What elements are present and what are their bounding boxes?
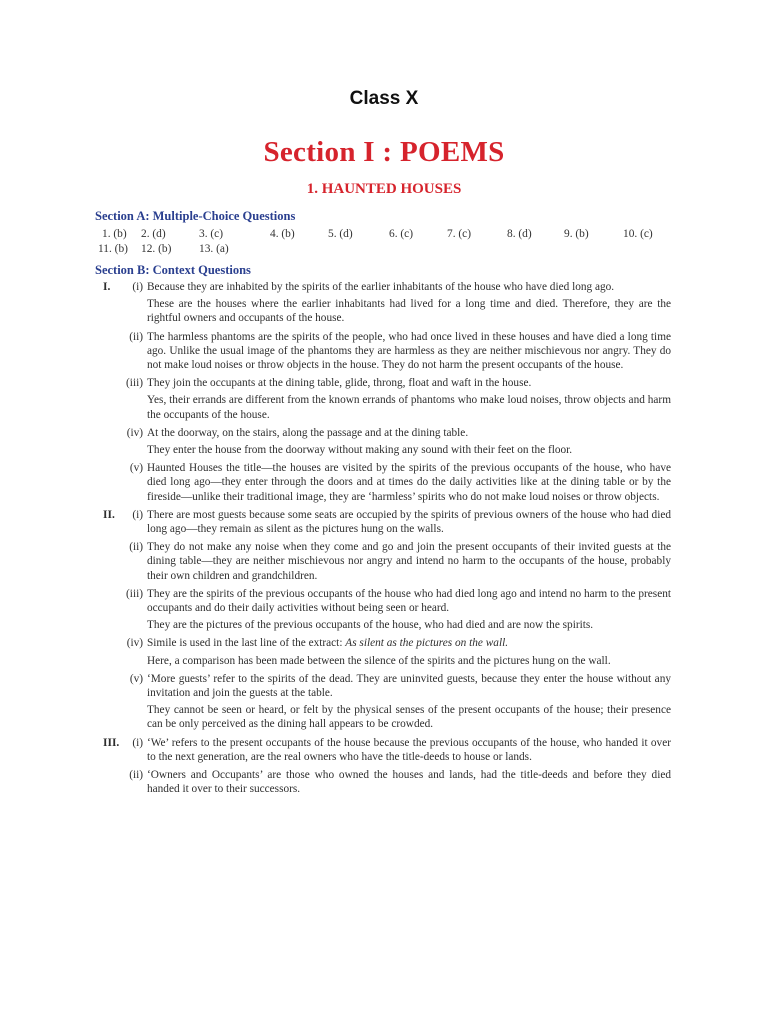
question-number: II.	[103, 508, 115, 521]
answer-paragraph: They cannot be seen or heard, or felt by the physical senses of the present occupants of the house; their presence can be only perceived as the dining hall appears to be crowded.	[147, 704, 671, 731]
mcq-answer: 5. (d)	[328, 228, 353, 240]
answer-paragraph: They enter the house from the doorway without making any sound with their feet on the floor.	[147, 444, 573, 457]
sub-number: (v)	[129, 672, 143, 685]
answer-paragraph: These are the houses where the earlier inhabitants had lived for a long time and died. Therefore, they are the rightful owners and occupants of the house.	[147, 298, 671, 325]
answer-text: Haunted Houses the title—the houses are visited by the spirits of the previous occupants of the house, who have died long ago—they enter through the doors and at times do the daily activities like at the dining table or by the fireside—unlike their traditional image, they are ‘harmless’ spirits who do not make loud noises or throw objects.	[147, 462, 671, 503]
mcq-answer: 2. (d)	[141, 228, 166, 240]
mcq-answer: 6. (c)	[389, 228, 414, 240]
answer-text-lead: Simile is used in the last line of the extract:	[147, 637, 343, 650]
question-number: I.	[103, 281, 111, 293]
class-title: Class X	[349, 88, 419, 109]
answer-item	[95, 736, 671, 764]
mcq-answer: 7. (c)	[447, 228, 472, 240]
answer-paragraph: Here, a comparison has been made between the silence of the spirits and the pictures hung on the wall.	[147, 654, 611, 667]
answer-item	[95, 540, 671, 583]
answer-item	[95, 587, 671, 633]
answer-item	[95, 376, 671, 422]
section-b-heading: Section B: Context Questions	[95, 263, 251, 277]
answer-text: ‘More guests’ refer to the spirits of the dead. They are uninvited guests, because they enter the house without any invitation and join the guests at the table.	[147, 672, 671, 700]
answer-item	[95, 672, 671, 732]
section-a-heading: Section A: Multiple-Choice Questions	[95, 209, 296, 223]
answer-item	[95, 508, 671, 536]
answer-text: They are the spirits of the previous occupants of the house who had died long ago and intend no harm to the present occupants and do their daily activities without being seen or heard.	[147, 587, 671, 615]
sub-number: (iii)	[126, 587, 143, 600]
mcq-answer: 13. (a)	[199, 243, 229, 255]
answer-text	[147, 636, 671, 650]
mcq-answer: 12. (b)	[141, 243, 172, 255]
sub-number: (ii)	[129, 330, 143, 343]
answer-item	[95, 636, 671, 667]
question-number: III.	[103, 736, 120, 749]
sub-number: (i)	[132, 508, 143, 521]
context-answers	[95, 280, 671, 801]
sub-number: (ii)	[129, 541, 143, 554]
answer-text: They join the occupants at the dining table, glide, throng, float and waft in the house.	[147, 377, 532, 390]
sub-number: (iv)	[126, 637, 143, 650]
answer-text: There are most guests because some seats are occupied by the spirits of previous owners of the house who had died long ago—they remain as silent as the pictures hung on the walls.	[147, 508, 671, 536]
sub-number: (i)	[132, 736, 143, 749]
answer-paragraph: They are the pictures of the previous occupants of the house, who had died and are now the spirits.	[147, 619, 594, 632]
mcq-answer: 1. (b)	[102, 228, 127, 240]
mcq-answer: 8. (d)	[507, 228, 532, 240]
mcq-answer: 4. (b)	[270, 228, 295, 240]
answer-text: ‘We’ refers to the present occupants of the house because the previous occupants of the house, who handed it over to the next generation, are the real owners who have the title-deeds to house or lands.	[147, 736, 671, 763]
sub-number: (iii)	[126, 377, 143, 390]
answer-text: ‘Owners and Occupants’ are those who owned the houses and lands, had the title-deeds and before they died handed it over to their successors.	[147, 769, 671, 796]
mcq-answer: 11. (b)	[98, 243, 128, 255]
sub-number: (iv)	[126, 426, 143, 439]
sub-number: (v)	[129, 462, 143, 475]
answer-item	[95, 768, 671, 796]
answer-text: At the doorway, on the stairs, along the passage and at the dining table.	[147, 426, 469, 439]
answer-item	[95, 330, 671, 373]
section-title: Section I : POEMS	[263, 136, 505, 168]
answer-text: The harmless phantoms are the spirits of the people, who had once lived in these houses and have died a long time ago. Unlike the usual image of the phantoms they are harmless as they are neither mischievous nor angry. They do not make loud noises or throw objects in the house. They do not harm the present occupants of the house.	[147, 330, 671, 372]
answer-text: Because they are inhabited by the spirits of the earlier inhabitants of the house who have died long ago.	[147, 281, 615, 293]
answer-item	[95, 461, 671, 504]
sub-number: (i)	[132, 281, 143, 293]
sub-number: (ii)	[129, 769, 143, 782]
quoted-line: As silent as the pictures on the wall.	[345, 637, 509, 650]
mcq-answer: 3. (c)	[199, 228, 224, 240]
answer-item	[95, 280, 671, 326]
poem-title: 1. HAUNTED HOUSES	[306, 181, 462, 197]
answer-paragraph: Yes, their errands are different from the known errands of phantoms who make loud noises, throw objects and harm the occupants of the house.	[147, 394, 671, 421]
mcq-answer: 10. (c)	[623, 228, 653, 240]
answer-text: They do not make any noise when they come and go and join the present occupants of their invited guests at the dining table—they are neither mischievous nor angry and intend no harm to the occupants of the house, probably their own children and grandchildren.	[147, 541, 671, 582]
answer-item	[95, 426, 671, 457]
mcq-answer: 9. (b)	[564, 228, 589, 240]
